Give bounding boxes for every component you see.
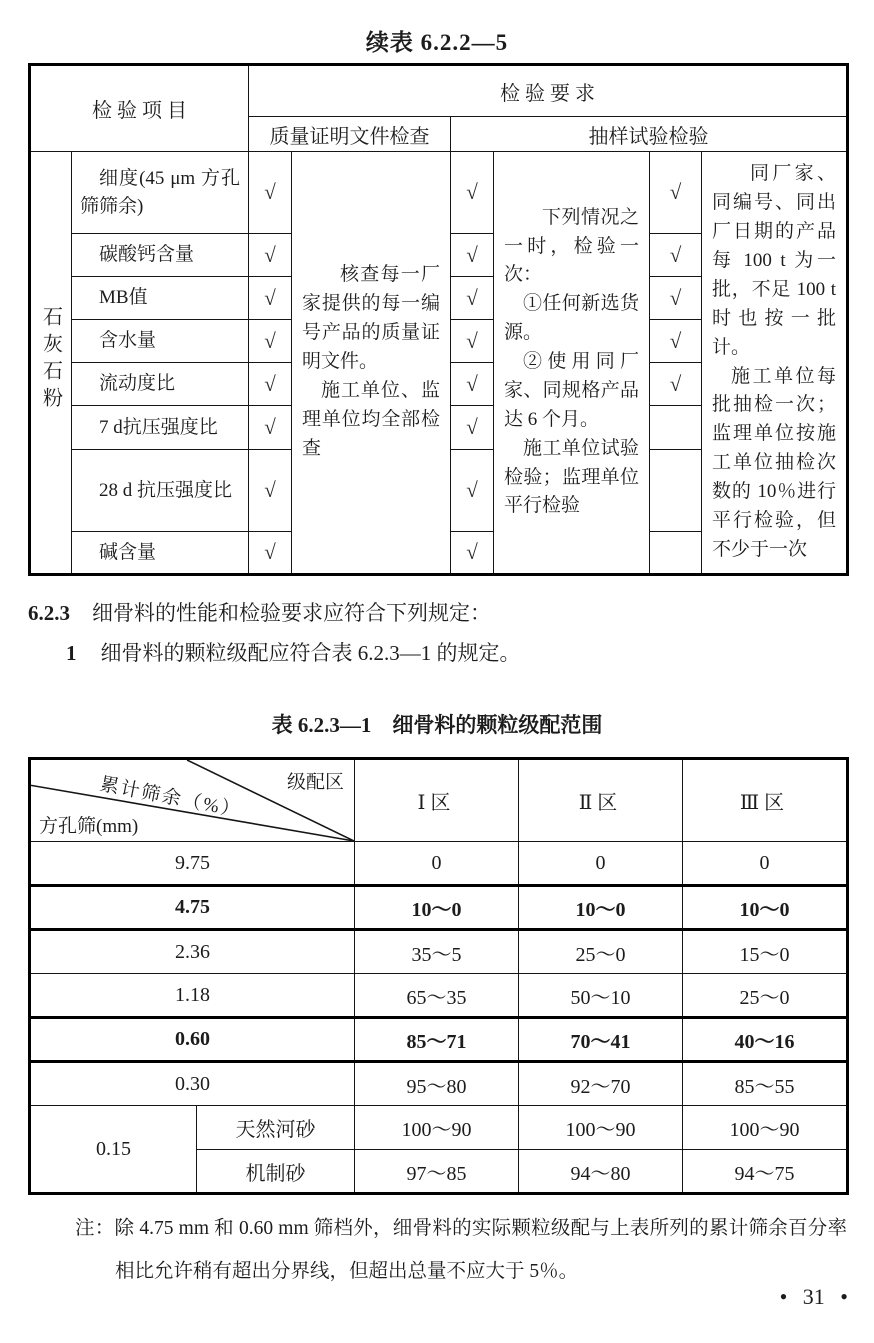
zone-value-cell-2: 0 bbox=[519, 842, 683, 886]
header-sample-test: 抽样试验检验 bbox=[451, 117, 848, 152]
zone-column-2: Ⅱ区 bbox=[519, 759, 683, 842]
item-cell: 含水量 bbox=[72, 320, 249, 363]
item-cell: MB值 bbox=[72, 277, 249, 320]
clause-item-paragraph bbox=[66, 640, 846, 666]
zone-value-cell-1: 97～85 bbox=[355, 1150, 519, 1194]
table-row bbox=[30, 842, 848, 886]
sample-batch-note-paragraph: 施工单位每批抽检一次；监理单位按施工单位抽检次数的 10％进行平行检验，但不少于一次 bbox=[712, 365, 836, 560]
clause-text: 细骨料的性能和检验要求应符合下列规定： bbox=[92, 601, 491, 625]
doc-check-mark: √ bbox=[249, 363, 292, 406]
note-text: 除 4.75 mm 和 0.60 mm 筛档外，细骨料的实际颗粒级配与上表所列的累计筛余百分率相比允许稍有超出分界线，但超出总量不应大于 5％。 bbox=[114, 1218, 847, 1282]
corner-label-sieve-size: 方孔筛(mm) bbox=[39, 816, 139, 837]
zone-value-cell-3: 15～0 bbox=[683, 930, 848, 974]
sample-condition-note-paragraph: ②使用同厂家、同规格产品达 6 个月。 bbox=[504, 351, 639, 430]
sample-check-mark-2: √ bbox=[650, 277, 702, 320]
sample-check-mark-2 bbox=[650, 532, 702, 575]
doc-check-note bbox=[292, 152, 451, 575]
sample-check-mark-2 bbox=[650, 406, 702, 450]
note-label: 注： bbox=[75, 1218, 115, 1239]
sieve-size-cell: 0.15 bbox=[30, 1106, 197, 1194]
zone-value-cell-2: 94～80 bbox=[519, 1150, 683, 1194]
gradation-table bbox=[28, 757, 849, 1195]
sieve-size-cell: 2.36 bbox=[30, 930, 355, 974]
clause-item-text: 细骨料的颗粒级配应符合表 6.2.3—1 的规定。 bbox=[100, 641, 521, 666]
gradation-table-body bbox=[30, 842, 848, 1194]
group-label bbox=[30, 152, 72, 575]
sample-check-mark-1: √ bbox=[451, 532, 494, 575]
table-note bbox=[75, 1208, 847, 1294]
gradation-table-header bbox=[30, 759, 848, 842]
page-number: • 31 • bbox=[779, 1284, 848, 1309]
section-6-2-3 bbox=[28, 600, 846, 667]
sample-check-mark-1: √ bbox=[451, 406, 494, 450]
zone-value-cell-3: 100～90 bbox=[683, 1106, 848, 1150]
sieve-size-cell: 0.60 bbox=[30, 1018, 355, 1062]
zone-value-cell-3: 85～55 bbox=[683, 1062, 848, 1106]
inspection-table-body bbox=[30, 152, 848, 575]
sieve-size-cell: 1.18 bbox=[30, 974, 355, 1018]
corner-label-cumulative-residue: 累计筛余（%） bbox=[98, 773, 244, 822]
item-cell: 细度(45 μm 方孔筛筛余) bbox=[72, 152, 249, 234]
zone-value-cell-3: 40～16 bbox=[683, 1018, 848, 1062]
zone-value-cell-1: 35～5 bbox=[355, 930, 519, 974]
doc-check-mark: √ bbox=[249, 320, 292, 363]
doc-check-mark: √ bbox=[249, 406, 292, 450]
group-label-text: 石灰石粉 bbox=[39, 305, 62, 414]
item-cell: 碳酸钙含量 bbox=[72, 234, 249, 277]
sand-type-cell: 机制砂 bbox=[197, 1150, 355, 1194]
zone-value-cell-1: 0 bbox=[355, 842, 519, 886]
clause-paragraph bbox=[28, 600, 846, 626]
zone-value-cell-3: 94～75 bbox=[683, 1150, 848, 1194]
sample-condition-note bbox=[494, 152, 650, 575]
sample-check-mark-2: √ bbox=[650, 363, 702, 406]
zone-value-cell-2: 100～90 bbox=[519, 1106, 683, 1150]
zone-column-3: Ⅲ区 bbox=[683, 759, 848, 842]
zone-value-cell-2: 25～0 bbox=[519, 930, 683, 974]
sand-type-cell: 天然河砂 bbox=[197, 1106, 355, 1150]
sample-check-mark-1: √ bbox=[451, 152, 494, 234]
doc-check-mark: √ bbox=[249, 277, 292, 320]
zone-column-1: Ⅰ区 bbox=[355, 759, 519, 842]
sieve-size-cell: 0.30 bbox=[30, 1062, 355, 1106]
sample-check-mark-1: √ bbox=[451, 363, 494, 406]
inspection-requirements-table bbox=[28, 63, 849, 576]
sieve-size-cell: 4.75 bbox=[30, 886, 355, 930]
header-inspection-requirement: 检 验 要 求 bbox=[249, 65, 848, 117]
sample-check-mark-2: √ bbox=[650, 152, 702, 234]
doc-check-mark: √ bbox=[249, 450, 292, 532]
sample-check-mark-2 bbox=[650, 450, 702, 532]
clause-number: 6.2.3 bbox=[28, 601, 70, 625]
sample-check-mark-1: √ bbox=[451, 320, 494, 363]
zone-value-cell-3: 0 bbox=[683, 842, 848, 886]
zone-value-cell-3: 25～0 bbox=[683, 974, 848, 1018]
zone-value-cell-2: 50～10 bbox=[519, 974, 683, 1018]
sample-condition-note-paragraph: 施工单位试验检验；监理单位平行检验 bbox=[504, 437, 639, 517]
table-row bbox=[30, 886, 848, 930]
zone-value-cell-1: 100～90 bbox=[355, 1106, 519, 1150]
corner-label-zone: 级配区 bbox=[286, 772, 344, 793]
clause-item-number: 1 bbox=[66, 641, 77, 666]
sample-batch-note bbox=[702, 152, 848, 575]
item-cell: 28 d 抗压强度比 bbox=[72, 450, 249, 532]
sample-check-mark-1: √ bbox=[451, 277, 494, 320]
doc-check-note-paragraph: 施工单位、监理单位均全部检查 bbox=[302, 379, 440, 459]
sample-condition-note-paragraph: 下列情况之一时，检验一次： bbox=[504, 206, 639, 286]
header-doc-check: 质量证明文件检查 bbox=[249, 117, 451, 152]
item-cell: 7 d抗压强度比 bbox=[72, 406, 249, 450]
sample-batch-note-paragraph: 同厂家、同编号、同出厂日期的产品每 100 t 为一批，不足 100 t 时也按一批计。 bbox=[712, 163, 836, 358]
doc-check-mark: √ bbox=[249, 234, 292, 277]
table-row bbox=[30, 1018, 848, 1062]
sample-check-mark-2: √ bbox=[650, 320, 702, 363]
inspection-table-header bbox=[30, 65, 848, 152]
zone-value-cell-1: 65～35 bbox=[355, 974, 519, 1018]
doc-check-mark: √ bbox=[249, 532, 292, 575]
zone-value-cell-2: 10～0 bbox=[519, 886, 683, 930]
sample-condition-note-paragraph: ①任何新选货源。 bbox=[504, 293, 639, 344]
table-row bbox=[30, 1106, 848, 1150]
zone-value-cell-2: 70～41 bbox=[519, 1018, 683, 1062]
table-row bbox=[30, 1062, 848, 1106]
item-cell: 流动度比 bbox=[72, 363, 249, 406]
doc-check-note-paragraph: 核查每一厂家提供的每一编号产品的质量证明文件。 bbox=[302, 264, 440, 373]
doc-check-mark: √ bbox=[249, 152, 292, 234]
zone-value-cell-2: 92～70 bbox=[519, 1062, 683, 1106]
zone-value-cell-3: 10～0 bbox=[683, 886, 848, 930]
zone-value-cell-1: 10～0 bbox=[355, 886, 519, 930]
zone-value-cell-1: 95～80 bbox=[355, 1062, 519, 1106]
sieve-size-cell: 9.75 bbox=[30, 842, 355, 886]
sample-check-mark-1: √ bbox=[451, 234, 494, 277]
continued-table-title: 续表 6.2.2—5 bbox=[365, 30, 509, 55]
table-row bbox=[30, 974, 848, 1018]
sample-check-mark-1: √ bbox=[451, 450, 494, 532]
diagonal-corner-cell bbox=[30, 759, 355, 842]
table-row bbox=[30, 930, 848, 974]
table-row bbox=[30, 152, 848, 234]
sample-check-mark-2: √ bbox=[650, 234, 702, 277]
header-inspection-item: 检 验 项 目 bbox=[30, 65, 249, 152]
item-cell: 碱含量 bbox=[72, 532, 249, 575]
gradation-table-title: 表 6.2.3—1 细骨料的颗粒级配范围 bbox=[271, 713, 603, 737]
zone-value-cell-1: 85～71 bbox=[355, 1018, 519, 1062]
